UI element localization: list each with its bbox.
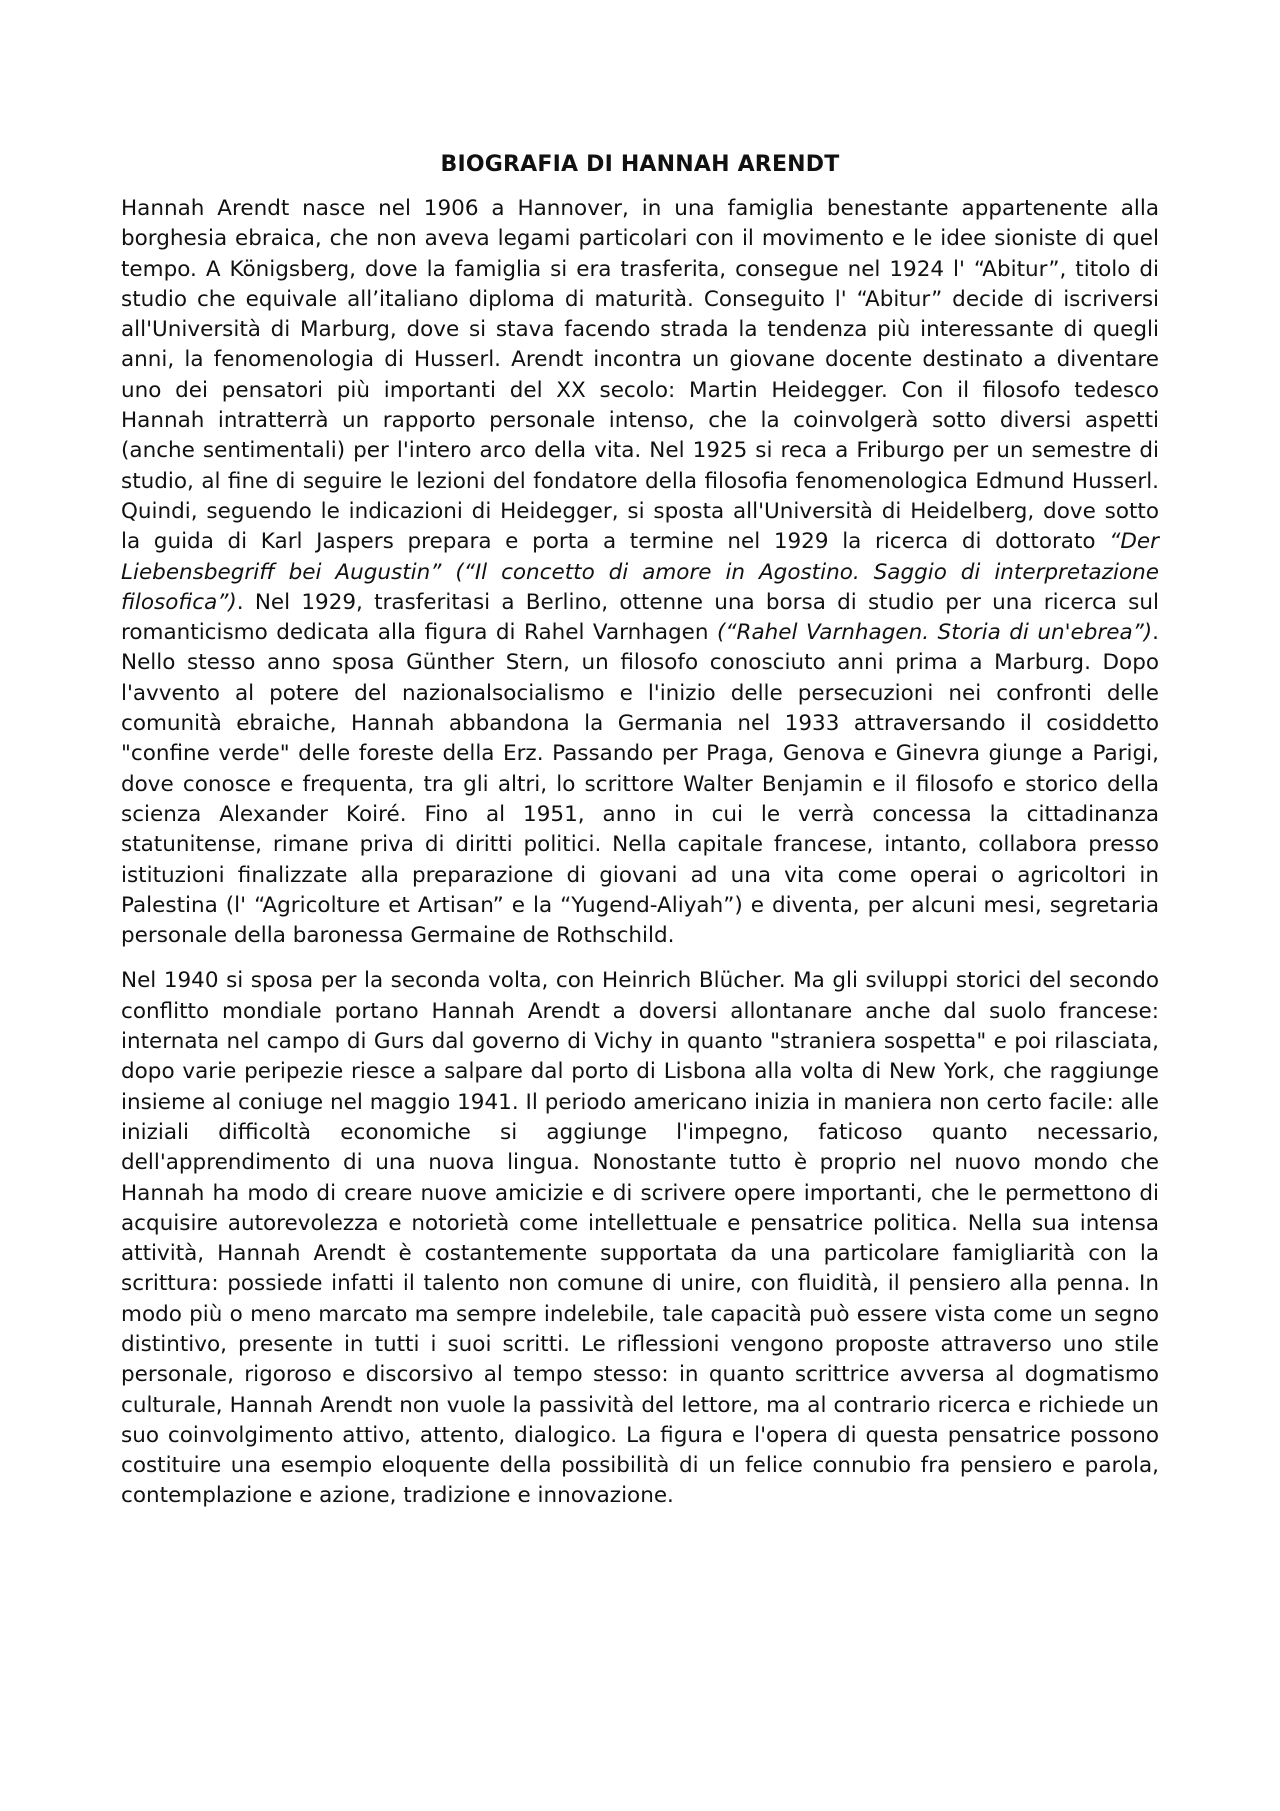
paragraph-1-text-a: Hannah Arendt nasce nel 1906 a Hannover, in una famiglia benestante appartenente alla borghesia ebraica, che non aveva legami particolari con il movimento e le idee sioniste di quel tempo. A Königsberg, dove la famiglia si era trasferita, consegue nel 1924 l' “Abitur”, titolo di studio che equivale all’italiano diploma di maturità. Conseguito l' “Abitur” decide di iscriversi all'Università di Marburg, dove si stava facendo strada la tendenza più interessante di quegli anni, la fenomenologia di Husserl. Arendt incontra un giovane docente destinato a diventare uno dei pensatori più importanti del XX secolo: Martin Heidegger. Con il filosofo tedesco Hannah intratterrà un rapporto personale intenso, che la coinvolgerà sotto diversi aspetti (anche sentimentali) per l'intero arco della vita. Nel 1925 si reca a Friburgo per un semestre di studio, al fine di seguire le lezioni del fondatore della filosofia fenomenologica Edmund Husserl. Quindi, seguendo le indicazioni di Heidegger, si sposta all'Università di Heidelberg, dove sotto la guida di Karl Jaspers prepara e porta a termine nel 1929 la ricerca di dottorato	[121, 196, 1159, 555]
varnhagen-book-title: (“Rahel Varnhagen. Storia di un'ebrea”)	[717, 620, 1153, 646]
paragraph-1-text-c: . Nello stesso anno sposa Günther Stern, un filosofo conosciuto anni prima a Marburg. Dopo l'avvento al potere del nazionalsocialismo e l'inizio delle persecuzioni nei confronti delle comunità ebraiche, Hannah abbandona la Germania nel 1933 attraversando il cosiddetto "confine verde" delle foreste della Erz. Passando per Praga, Genova e Ginevra giunge a Parigi, dove conosce e frequenta, tra gli altri, lo scrittore Walter Benjamin e il filosofo e storico della scienza Alexander Koiré. Fino al 1951, anno in cui le verrà concessa la cittadinanza statunitense, rimane priva di diritti politici. Nella capitale francese, intanto, collabora presso istituzioni finalizzate alla preparazione di giovani ad una vita come operai o agricoltori in Palestina (l' “Agricolture et Artisan” e la “Yugend-Aliyah”) e diventa, per alcuni mesi, segretaria personale della baronessa Germaine de Rothschild.	[121, 620, 1159, 949]
paragraph-2: Nel 1940 si sposa per la seconda volta, con Heinrich Blücher. Ma gli sviluppi storici del secondo conflitto mondiale portano Hannah Arendt a doversi allontanare anche dal suolo francese: internata nel campo di Gurs dal governo di Vichy in quanto "straniera sospetta" e poi rilasciata, dopo varie peripezie riesce a salpare dal porto di Lisbona alla volta di New York, che raggiunge insieme al coniuge nel maggio 1941. Il periodo americano inizia in maniera non certo facile: alle iniziali difficoltà economiche si aggiunge l'impegno, faticoso quanto necessario, dell'apprendimento di una nuova lingua. Nonostante tutto è proprio nel nuovo mondo che Hannah ha modo di creare nuove amicizie e di scrivere opere importanti, che le permettono di acquisire autorevolezza e notorietà come intellettuale e pensatrice politica. Nella sua intensa attività, Hannah Arendt è costantemente supportata da una particolare famigliarità con la scrittura: possiede infatti il talento non comune di unire, con fluidità, il pensiero alla penna. In modo più o meno marcato ma sempre indelebile, tale capacità può essere vista come un segno distintivo, presente in tutti i suoi scritti. Le riflessioni vengono proposte attraverso uno stile personale, rigoroso e discorsivo al tempo stesso: in quanto scrittrice avversa al dogmatismo culturale, Hannah Arendt non vuole la passività del lettore, ma al contrario ricerca e richiede un suo coinvolgimento attivo, attento, dialogico. La figura e l'opera di questa pensatrice possono costituire una esempio eloquente della possibilità di un felice connubio fra pensiero e parola, contemplazione e azione, tradizione e innovazione.	[121, 968, 1159, 1509]
paragraph-1	[121, 194, 1159, 951]
dissertation-title: “Der Liebensbegriff bei Augustin” (“Il concetto di amore in Agostino. Saggio di interpretazione filosofica”)	[121, 529, 1159, 615]
document-title: BIOGRAFIA DI HANNAH ARENDT	[440, 152, 840, 177]
paragraph-1-text-b: . Nel 1929, trasferitasi a Berlino, ottenne una borsa di studio per una ricerca sul romanticismo dedicata alla figura di Rahel Varnhagen	[121, 589, 1159, 646]
document-page	[121, 150, 1159, 1512]
